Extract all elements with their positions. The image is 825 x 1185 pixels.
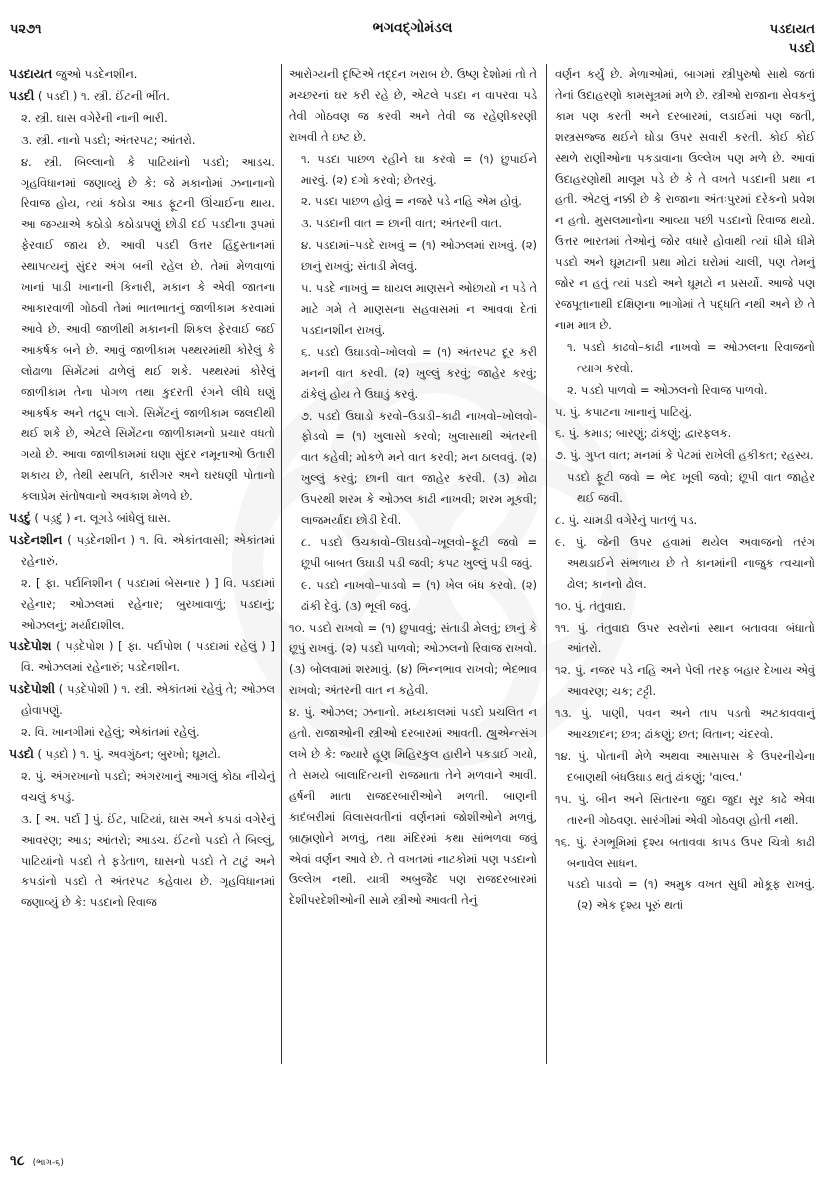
column-divider-right xyxy=(546,64,547,1064)
page-footer xyxy=(10,1153,64,1169)
idiom: ૬. પડદો ઉઘાડવો–ખોલવો = (૧) અંતરપટ દૂર કરી મનની વાત કરવી. (૨) ખુલ્લું કરવું; જાહેર કરવું; ઢાંકેલું હોય તે ઉઘાડું કરવું. xyxy=(301,344,537,401)
sense: ૨. સ્ત્રી. ઘાસ વગેરેની નાની ભારી. xyxy=(21,110,168,125)
volume-label: (ભાગ-૬) xyxy=(32,1158,64,1168)
sense: ૭. પું. ગુપ્ત વાત; મનમાં કે પેટમાં રાખેલી હકીકત; રહસ્ય. xyxy=(555,448,814,463)
column-middle xyxy=(289,64,537,912)
headword: પડદાયત xyxy=(9,66,53,81)
sense: ૯. પું. જેની ઉપર હવામાં થયેલ અવાજનો તરંગ અથડાઈને સંભળાય છે તે કાનમાંની નાજુક ત્વચાનો ઢોલ; કાનનો ઢોલ. xyxy=(555,534,815,591)
column-divider-left xyxy=(281,64,282,1064)
sense: ૧૧. પું. તંતુવાદ્ય ઉપર સ્વરોનાં સ્થાન બતાવવા બંધાતો આંતરો. xyxy=(555,620,815,656)
idiom: ૧. પડદો કાઢવો–કાઢી નાખવો = ઓઝલના રિવાજનો ત્યાગ કરવો. xyxy=(567,339,815,375)
sense: ૧૨. પું. નજર પડે નહિ અને પેલી તરફ બહાર દેખાય એવું આવરણ; ચક; ટટ્ટી. xyxy=(555,663,815,699)
guide-word-last: પડદો xyxy=(788,41,815,56)
continued-text: આરોગ્યની દૃષ્ટિએ તદ્દન ખરાબ છે. ઉષ્ણ દેશોમાં તો તે મચ્છરનાં ઘર કરી રહે છે, એટલે પડદા ન વાપરવા પડે તેવી ગોઠવણ જ કરવી અને તેવી જ રહેણીકરણી રાખવી તે ઇષ્ટ છે. xyxy=(289,67,537,144)
continued-text: વર્ણન કર્યું છે. મેળાઓમાં, બાગમાં સ્ત્રીપુરુષો સાથે જતાં તેનાં ઉદાહરણો કામસૂત્રમાં મળે છે. સ્ત્રીઓ રાજાના સેવકનું કામ પણ કરતી અને દરબારમાં, લડાઈમાં પણ જતી, શસ્ત્રસજ્જ થઈને ઘોડા ઉપર સવારી કરતી. કોઈ કોઈ સ્થળે રાણીઓના પકડાવાના ઉલ્લેખ પણ મળે છે. આવાં ઉદાહરણોથી માલૂમ પડે છે કે તે વખતે પડદાની પ્રથા ન હતી. એટલું નક્કી છે કે રાજાના અંતઃપુરમાં દરેકનો પ્રવેશ ન હતો. મુસલમાનોના આવ્યા પછી પડદાનો રિવાજ થયો. ઉત્તર ભારતમાં તેઓનું જોર વધારે હોવાથી ત્યાં ધીમે ધીમે પડદો અને ઘૂમટાની પ્રથા મોટાં ઘરોમાં ચાલી, પણ તેમનું જોર ન હતું ત્યાં પડદો અને ઘૂમટો ન પ્રસર્યો. આજે પણ રજપૂતાનાથી દક્ષિણના ભાગોમાં તે પદ્ધતિ નથી અને છે તે નામ માત્ર છે. xyxy=(555,67,815,332)
entry-padado: પડદો ( પડ઼દો ) ૧. પું. અવગુંઠન; બુરખો; ઘૂમટો. xyxy=(9,746,221,761)
sheet-number: ૧૮ xyxy=(10,1153,25,1169)
idiom: ૯. પડદો નાખવો–પાડવો = (૧) ખેલ બંધ કરવો. (૨) ઢાંકી દેવું. (૩) ભૂલી જવું. xyxy=(301,577,537,613)
idiom: ૭. પડદો ઉઘાડો કરવો–ઉડાડી–કાઢી નાખવો–ખોલવો-ફોડવો = (૧) ખુલાસો કરવો; ખુલાસાથી અંતરની વાત કહેવી; મોકળે મને વાત કરવી; મન ઠાલવવું. (૨) ખુલ્લું કરવું; છાની વાત જાહેર કરવી. (૩) મોઢા ઉપરથી શરમ કે ઓઝલ કાઢી નાખવી; શરમ મૂકવી; લાજમર્યાદા છોડી દેવી. xyxy=(301,408,537,528)
idiom: ૧૦. પડદો રાખવો = (૧) છુપાવવું; સંતાડી મેલવું; છાનું કે છૂપું રાખવું. (૨) પડદો પાળવો; ઓઝલનો રિવાજ રાખવો. (૩) બોલવામાં શરમાવું. (૪) ભિન્નભાવ રાખવો; ભેદભાવ રાખવો; અંતરની વાત ન કહેવી. xyxy=(289,620,537,698)
sense: ૬. પું. કમાડ; બારણું; ઢાંકણું; દ્વારફલક. xyxy=(555,426,732,441)
entry-padadayat: પડદાયત જુઓ પડદેનશીન. xyxy=(9,66,138,81)
sense: ૧૪. પું. પોતાની મેળે અથવા આસપાસ કે ઉપરનીચેના દબાણથી બંધઉઘાડ થતું ઢાંકણું; 'વાલ્વ.' xyxy=(555,749,815,784)
idiom: ૫. પડદે નાખવું = ઘાયલ માણસને ઓછાયો ન પડે તે માટે ગમે તે માણસના સહવાસમાં ન આવવા દેતાં પડદાનશીન રાખવું. xyxy=(301,281,537,337)
headword: પડદું xyxy=(9,510,31,526)
idiom: ૨. પડદો પાળવો = ઓઝલનો રિવાજ પાળવો. xyxy=(567,382,768,397)
idiom: ૪. પડદામાં–પડદે રાખવું = (૧) ઓઝલમાં રાખવું. (૨) છાનું રાખવું; સંતાડી મેલવું. xyxy=(301,238,537,274)
entry-padadeposhi: પડદેપોશી ( પડ઼દેપોશી ) ૧. સ્ત્રી. એકાંતમાં રહેવું તે; ઓઝલ હોવાપણું. xyxy=(9,681,275,718)
sense: ૧૬. પું. રંગભૂમિમાં દૃશ્ય બતાવવા કાપડ ઉપર ચિત્રો કાઢી બનાવેલ સાધન. xyxy=(555,834,815,870)
sense: ૪. સ્ત્રી. બિલ્લાનો કે પાટિયાંનો પડદો; આડચ. ગૃહવિધાનમાં જણાવ્યું છે કે: જે મકાનોમાં ઝનાનાનો રિવાજ હોય, ત્યાં કઠોડા આડ ફૂટની ઊંચાઈના થાય. આ જગ્યાએ કઠોડો કઠોડાપણું છોડી દઈ પડદીના રૂપમાં ફેરવાઈ જાય છે. આવી પડદી ઉત્તર હિંદુસ્તાનમાં સ્થાપત્યનું સુંદર અંગ બની રહેલ છે. તેમાં મેળવાળાં ખાનાં પાડી ખાનાની કિનારી, મકાન કે એવી જાતના આકારવાળી ગોઠવી તેમાં ભાતભાતનું જાળીકામ કરવામાં આવે છે. આવી જાળીથી મકાનની શિકલ ફેરવાઈ જઈ આકર્ષક બને છે. આવું જાળીકામ પથ્થરમાંથી કોરેલું કે લોઢાળા સિમેંટમાં ઢાળેલું થઈ શકે. પથ્થરમાં કોરેલું જાળીકામ તેના પોગળ તથા કુદરતી રંગને લીધે ઘણું આકર્ષક અને તદ્રૂપ લાગે. સિમેંટનું જાળીકામ જલદીથી થઈ શકે છે, એટલે સિમેંટના જાળીકામનો પ્રચાર વધતો ગયો છે. આવા જાળીકામમાં ઘણા સુંદર નમૂનાઓ ઉતારી શકાય છે, તેથી સ્થપતિ, કારીગર અને ઘરધણી પોતાનો કલાપ્રેમ સંતોષવાનો અવકાશ મેળવે છે. xyxy=(21,154,275,504)
sense: ૨. પું. અંગરખાનો પડદો; અંગરખાનું આગલું કોઠા નીચેનું વચલું કપડું. xyxy=(21,768,275,804)
guide-words xyxy=(770,20,815,58)
sense: ૩. સ્ત્રી. નાનો પડદો; અંતરપટ; આંતરો. xyxy=(21,132,196,147)
headword: પડદેપોશી xyxy=(9,681,56,697)
entry-padadu: પડદું ( પડ઼દું ) ન. લૂગડે બાંધેલું ઘાસ. xyxy=(9,510,171,526)
column-right xyxy=(555,64,815,917)
page-header xyxy=(0,0,825,58)
idiom: ૩. પડદાની વાત = છાની વાત; અંતરની વાત. xyxy=(301,216,502,231)
entry-padadeposh: પડદેપોશ ( પડ઼દેપોશ ) [ ફા. પર્દાપોશ ( પડદામાં રહેલું ) ] વિ. ઓઝલમાં રહેનારું; પડદેનશીન. xyxy=(9,638,275,675)
sense: ૪. પું. ઓઝલ; ઝનાનો. મધ્યકાલમાં પડદો પ્રચલિત ન હતો. રાજાઓની સ્ત્રીઓ દરબારમાં આવતી. હ્યુએન્ત્સંગ લખે છે કે: જ્યારે હૂણ મિહિરકુલ હારીને પકડાઈ ગયો, તે સમયે બાલાદિત્યની રાજમાતા તેને મળવાને આવી. હર્ષની માતા રાજદરબારીઓને મળતી. બાણની કાદંબરીમાં વિલાસવતીનાં વર્ણનમાં જોશીઓને મળવું, બ્રાહ્મણોને મળવું, તથા મંદિરમાં કથા સાંભળવા જવું એવાં વર્ણન આવે છે. તે વખતમાં નાટકોમાં પણ પડદાનો ઉલ્લેખ નથી. યાત્રી અબુજૈદ પણ રાજદરબારમાં દેશીપરદેશીઓની સામે સ્ત્રીઓ આવતી તેનું xyxy=(289,705,537,908)
guide-word-first: પડદાયત xyxy=(769,22,815,37)
sense: ૧૩. પું. પાણી, પવન અને તાપ પડતો અટકાવવાનું આચ્છાદન; છત્ર; ઢાંકણું; છત; વિતાન; ચંદરવો. xyxy=(555,706,815,742)
sense: ૩. [ અ. પર્દા ] પું. ઈંટ, પાટિયાં, ઘાસ અને કપડાં વગેરેનું આવરણ; આડ; આંતરો; આડચ. ઈંટનો પડદો તે બિલ્લું, પાટિયાંનો પડદો તે ફડેતાળ, ઘાસનો પડદો તે ટાટું અને કપડાંનો પડદો તે અંતરપટ કહેવાય છે. ગૃહવિધાનમાં જણાવ્યું છે કે: પડદાનો રિવાજ xyxy=(21,811,275,910)
headword: પડદી xyxy=(9,87,35,103)
headword: પડદેનશીન xyxy=(9,531,63,547)
idiom: પડદો પાડવો = (૧) અમુક વખત સુધી મોકૂફ રાખવું. (૨) એક દૃશ્ય પૂરું થતાં xyxy=(567,877,815,913)
headword: પડદેપોશ xyxy=(9,638,52,654)
idiom: પડદો ફૂટી જવો = ભેદ ખૂલી જવો; છૂપી વાત જાહેર થઈ જવી. xyxy=(567,470,815,506)
sense: ૮. પું. ચામડી વગેરેનું પાતળું પડ. xyxy=(555,513,698,528)
entry-padadi: પડદી ( પડદી ) ૧. સ્ત્રી. ઈંટની ભીંત. xyxy=(9,87,170,103)
headword: પડદો xyxy=(9,746,34,761)
idiom: ૮. પડદો ઉચકાવો–ઊઘડવો–ખૂલવો–ફૂટી જવો = છૂપી બાબત ઉઘાડી પડી જવી; કપટ ખુલ્લું પડી જવું. xyxy=(301,534,537,570)
idiom: ૧. પડદા પાછળ રહીને ઘા કરવો = (૧) છુપાઈને મારવું. (૨) દગો કરવો; છેતરવું. xyxy=(301,151,537,187)
sense: ૫. પું. કપાટના ખાનાનું પાટિયું. xyxy=(555,404,692,419)
book-title: ભગવદ્ગોમંડલ xyxy=(372,20,453,36)
sense: ૨. વિ. ખાનગીમાં રહેલું; એકાંતમાં રહેલું. xyxy=(21,725,200,740)
entry-padadenashin: પડદેનશીન ( પડ઼દેનશીન ) ૧. વિ. એકાંતવાસી; એકાંતમાં રહેનારું. xyxy=(9,531,275,568)
sense: ૧૦. પું. તંતુવાદ્ય. xyxy=(555,598,627,613)
column-left xyxy=(9,64,275,914)
sense: ૨. [ ફા. પર્દાનિશીન ( પડદામાં બેસનાર ) ] વિ. પડદામાં રહેનાર; ઓઝલમાં રહેનાર; બુરખાવાળું; પડદાનું; ઓઝલનું; મર્યાદાશીલ. xyxy=(21,575,275,632)
page-number: પ૨૭૧ xyxy=(10,22,42,37)
sense: ૧૫. પું. બીન અને સિતારના જુદા જુદા સૂર કાઢે એવા તારની ગોઠવણ. સારંગીમાં એવી ગોઠવણ હોતી નથી. xyxy=(555,791,815,827)
idiom: ૨. પડદા પાછળ હોવું = નજરે પડે નહિ એમ હોવું. xyxy=(301,194,522,209)
